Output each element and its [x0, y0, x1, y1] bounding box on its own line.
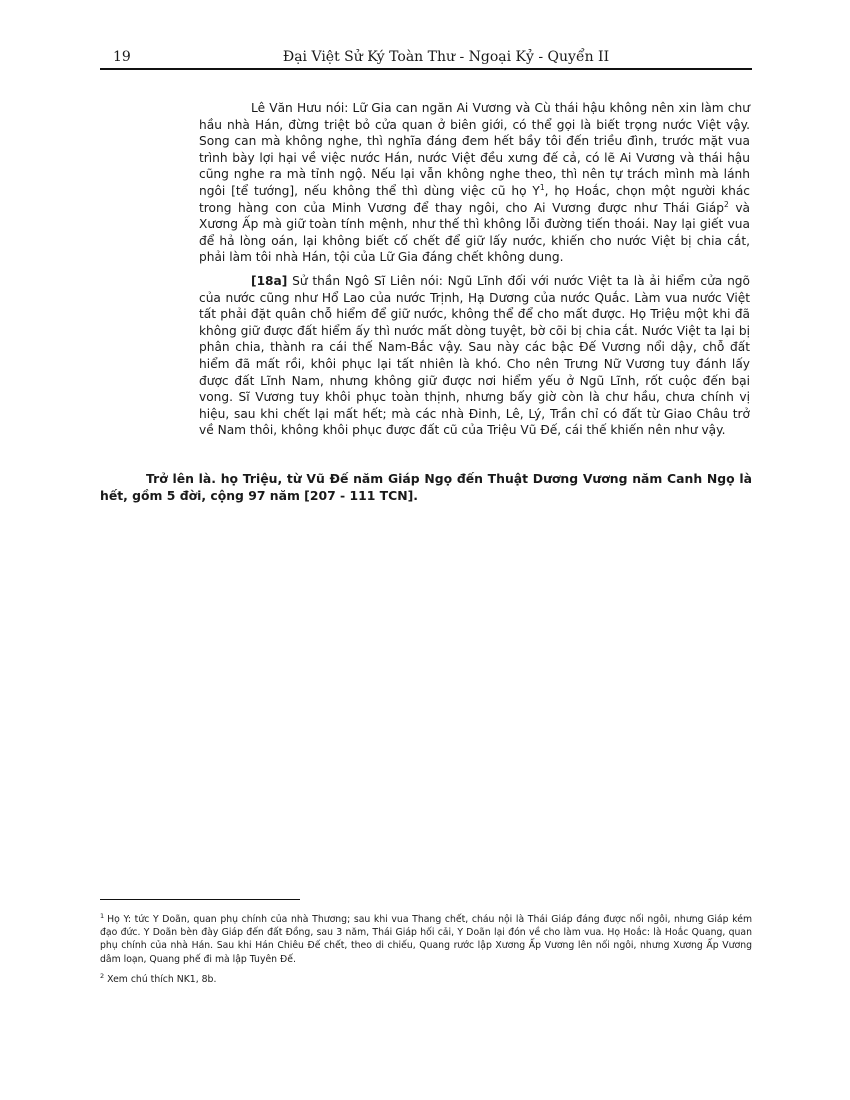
running-title: Đại Việt Sử Ký Toàn Thư - Ngoại Kỷ - Quyển II: [282, 49, 610, 65]
footnote-separator: [100, 899, 300, 900]
paragraph-text: , họ Hoắc, chọn một người khác trong hàng con của Minh Vương để thay ngôi, cho Ai Vương được như Thái Giáp: [199, 183, 751, 215]
footnote-marker: 2: [100, 971, 105, 980]
paragraph-le-van-huu: [199, 100, 750, 266]
page-number: 19: [113, 49, 131, 65]
footnote-text: Họ Y: tức Y Doãn, quan phụ chính của nhà Thương; sau khi vua Thang chết, cháu nội là Thái Giáp đáng được nối ngôi, nhưng Giáp kém đạo đức. Y Doãn bèn đày Giáp đến đất Đồng, sau 3 năm, Thái Giáp hối cải, Y Doãn lại đón về cho làm vua. Họ Hoắc: là Hoắc Quang, quan phụ chính của nhà Hán. Sau khi Hán Chiêu Đế chết, theo di chiếu, Quang rước lập Xương Ấp Vương lên nối ngôi, nhưng Xương Ấp Vương dâm loạn, Quang phế đi mà lập Tuyên Đế.: [100, 914, 752, 965]
paragraph-ngo-si-lien: [199, 273, 750, 439]
conclusion-block: [100, 470, 752, 504]
page-header: [100, 49, 752, 69]
footnote-2: [100, 973, 752, 986]
footnote-ref-1[interactable]: 1: [539, 182, 545, 192]
main-text: [199, 100, 750, 439]
paragraph-text: và Xương Ấp mà giữ toàn tính mệnh, như thế thì không lỗi đường tiến thoái. Nay lại giết vua để hả lòng oán, lại không biết cố chết để giữ lấy nước, khiến cho nước Việt bị chia cắt, phải làm tôi nhà Hán, tội của Lữ Gia đáng chết không dung.: [199, 200, 750, 265]
paragraph-text: Sử thần Ngô Sĩ Liên nói: Ngũ Lĩnh đối với nước Việt ta là ải hiểm cửa ngõ của nước cũng như Hổ Lao của nước Trịnh, Hạ Dương của nước Quắc. Làm vua nước Việt tất phải đặt quân chỗ hiểm để giữ nước, không thể để cho mất được. Họ Triệu một khi đã không giữ được đất hiểm ấy thì nước mất dòng tuyệt, bờ cõi bị chia cắt. Nước Việt ta lại bị phân chia, thành ra cái thế Nam-Bắc vậy. Sau này các bậc Đế Vương nổi dậy, chỗ đất hiểm đã mất rồi, khôi phục lại tất nhiên là khó. Cho nên Trưng Nữ Vương tuy đánh lấy được đất Lĩnh Nam, nhưng không giữ được nơi hiểm yếu ở Ngũ Lĩnh, rốt cuộc đến bại vong. Sĩ Vương tuy khôi phục toàn thịnh, nhưng bấy giờ còn là chư hầu, chưa chính vị hiệu, sau khi chết lại mất hết; mà các nhà Đinh, Lê, Lý, Trần chỉ có đất từ Giao Châu trở về Nam thôi, không khôi phục được đất cũ của Triệu Vũ Đế, cái thế khiến nên như vậy.: [199, 273, 750, 438]
footnote-marker: 1: [100, 911, 105, 920]
conclusion-text: Trở lên là. họ Triệu, từ Vũ Đế năm Giáp Ngọ đến Thuật Dương Vương năm Canh Ngọ là hết, gồm 5 đời, cộng 97 năm [207 - 111 TCN].: [100, 471, 752, 503]
footnote-ref-2[interactable]: 2: [723, 199, 729, 209]
footnote-1: [100, 913, 752, 966]
paragraph-text: Lê Văn Hưu nói: Lữ Gia can ngăn Ai Vương và Cù thái hậu không nên xin làm chư hầu nhà Hán, đừng triệt bỏ cửa quan ở biên giới, có thể gọi là biết trọng nước Việt vậy. Song can mà không nghe, thì nghĩa đáng đem hết bầy tôi đến triều đình, trước mặt vua trình bày lợi hại về việc nước Hán, nước Việt đều xưng đế cả, có lẽ Ai Vương và thái hậu cũng nghe ra mà tỉnh ngộ. Nếu lại vẫn không nghe theo, thì nên tự trách mình mà lánh ngôi [tể tướng], nếu không thể thì dùng việc cũ họ Y: [199, 101, 750, 198]
footnote-text: Xem chú thích NK1, 8b.: [107, 973, 217, 985]
header-rule: [100, 68, 752, 70]
folio-tag: [18a]: [251, 273, 288, 288]
footnotes: [100, 913, 752, 986]
